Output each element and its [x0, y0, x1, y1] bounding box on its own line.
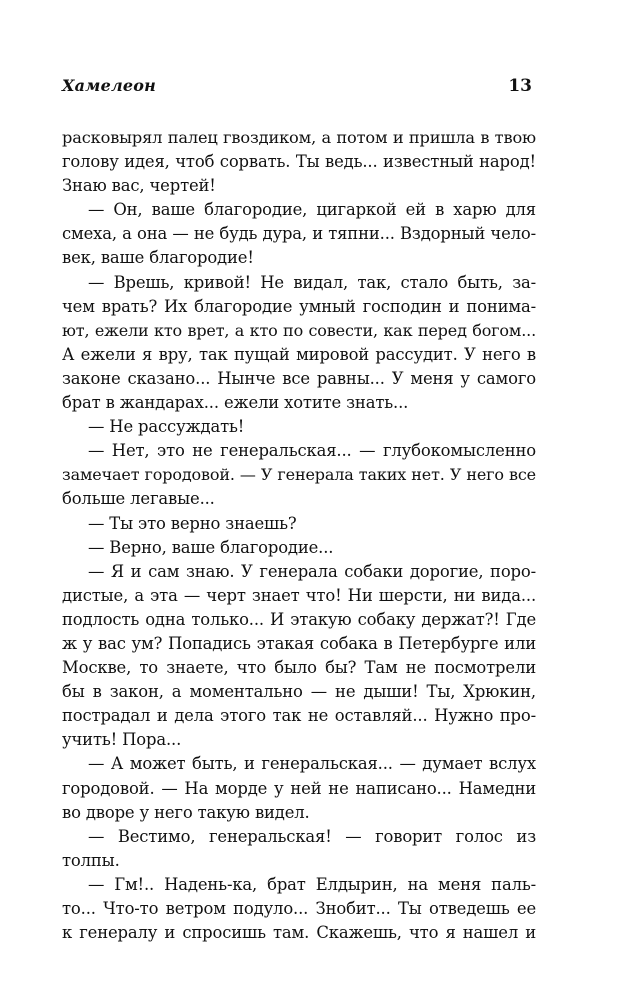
text-line: бы в закон, а моментально — не дыши! Ты, Хрюкин, [62, 682, 536, 702]
text-line: А ежели я вру, так пущай мировой рассудит. У него в [62, 344, 536, 364]
running-title: Хамелеон [62, 76, 156, 95]
text-line: пострадал и дела этого так не оставляй... Нужно про- [62, 706, 536, 726]
text-line: — Он, ваше благородие, цигаркой ей в харю для [88, 200, 536, 220]
text-line: — Гм!.. Надень-ка, брат Елдырин, на меня паль- [88, 874, 536, 894]
text-line: ют, ежели кто врет, а кто по совести, как перед богом... [62, 320, 536, 340]
text-line: Москве, то знаете, что было бы? Там не посмотрели [62, 658, 536, 678]
text-line: толпы. [62, 850, 120, 870]
text-line: — Вестимо, генеральская! — говорит голос из [88, 826, 536, 846]
text-line: — Не рассуждать! [88, 417, 245, 437]
text-line: замечает городовой. — У генерала таких нет. У него все [62, 465, 536, 485]
text-line: век, ваше благородие! [62, 248, 254, 268]
text-line: городовой. — На морде у ней не написано... Намедни [62, 778, 536, 798]
text-line: во дворе у него такую видел. [62, 802, 310, 822]
body-text [62, 126, 536, 945]
page-number: 13 [508, 76, 532, 96]
text-line: голову идея, чтоб сорвать. Ты ведь... известный народ! [62, 152, 536, 172]
text-line: — А может быть, и генеральская... — думает вслух [88, 754, 536, 774]
text-line: Знаю вас, чертей! [62, 176, 216, 196]
text-line: — Верно, ваше благородие... [88, 537, 334, 557]
page-header [62, 76, 532, 102]
text-line: ж у вас ум? Попадись этакая собака в Петербурге или [62, 633, 536, 653]
text-line: — Я и сам знаю. У генерала собаки дорогие, поро- [88, 561, 536, 581]
text-line: смеха, а она — не будь дура, и тяпни... Вздорный чело- [62, 224, 536, 244]
text-line: законе сказано... Нынче все равны... У меня у самого [62, 368, 536, 388]
text-line: подлость одна только... И этакую собаку держат?! Где [62, 609, 536, 629]
text-line: — Нет, это не генеральская... — глубокомысленно [88, 441, 536, 461]
text-line: чем врать? Их благородие умный господин и понима- [62, 296, 536, 316]
text-line: расковырял палец гвоздиком, а потом и пришла в твою [62, 128, 536, 147]
text-line: — Ты это верно знаешь? [88, 513, 297, 533]
text-line: то... Что-то ветром подуло... Знобит... Ты отведешь ее [62, 899, 536, 918]
text-line: учить! Пора... [62, 730, 182, 750]
text-line: дистые, а эта — черт знает что! Ни шерсти, ни вида... [62, 585, 536, 605]
text-line: больше легавые... [62, 489, 215, 509]
text-line: — Врешь, кривой! Не видал, так, стало быть, за- [88, 272, 536, 292]
text-line: к генералу и спросишь там. Скажешь, что я нашел и [62, 923, 536, 943]
text-line: брат в жандарах... ежели хотите знать... [62, 393, 409, 413]
